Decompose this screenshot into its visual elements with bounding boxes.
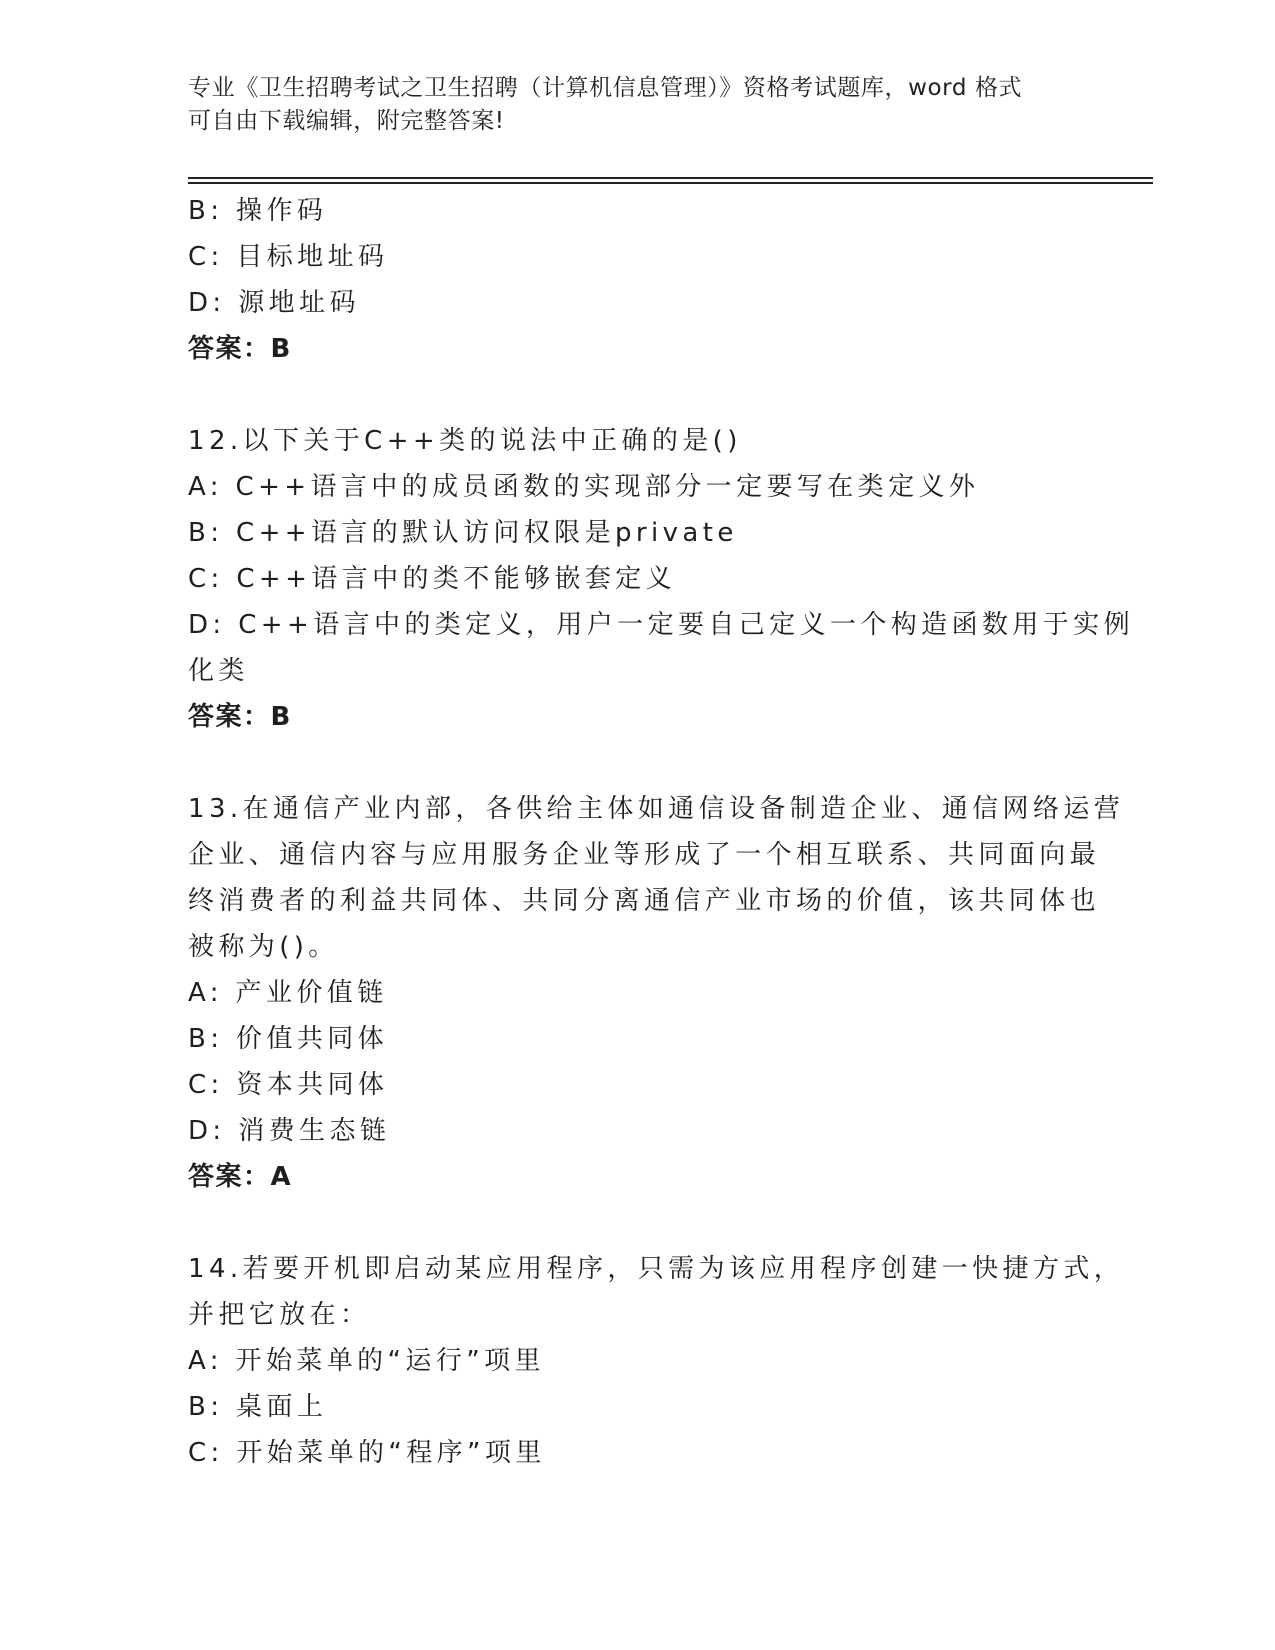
header-rule-top [188, 177, 1153, 179]
question-stem: 12.以下关于C++类的说法中正确的是() [188, 426, 742, 456]
header-line-2: 可自由下载编辑，附完整答案! [188, 108, 505, 134]
question-stem-line: 企业、通信内容与应用服务企业等形成了一个相互联系、共同面向最 [188, 840, 1101, 870]
question-stem-line: 14.若要开机即启动某应用程序，只需为该应用程序创建一快捷方式， [188, 1254, 1125, 1284]
option-c: C: C++语言中的类不能够嵌套定义 [188, 564, 677, 594]
document-header [188, 72, 1088, 138]
option-d: D: 消费生态链 [188, 1116, 391, 1146]
question-12 [188, 418, 1134, 740]
option-b: B: 操作码 [188, 196, 328, 226]
question-13 [188, 786, 1125, 1200]
option-a: A: C++语言中的成员函数的实现部分一定要写在类定义外 [188, 472, 980, 502]
answer: 答案：B [188, 334, 292, 364]
spacer [188, 740, 1088, 786]
question-stem-line: 被称为()。 [188, 932, 339, 962]
option-c: C: 目标地址码 [188, 242, 389, 272]
spacer [188, 1200, 1088, 1246]
header-rule-bottom [188, 182, 1153, 184]
question-stem-line: 并把它放在： [188, 1300, 371, 1330]
option-d: D: 源地址码 [188, 288, 360, 318]
question-stem-line: 13.在通信产业内部，各供给主体如通信设备制造企业、通信网络运营 [188, 794, 1125, 824]
option-d: D: C++语言中的类定义，用户一定要自己定义一个构造函数用于实例 [188, 610, 1134, 640]
question-11 [188, 188, 1088, 372]
option-b: B: 桌面上 [188, 1392, 328, 1422]
option-c: C: 开始菜单的“程序”项里 [188, 1438, 546, 1468]
question-stem-line: 终消费者的利益共同体、共同分离通信产业市场的价值，该共同体也 [188, 886, 1101, 916]
option-b: B: C++语言的默认访问权限是private [188, 518, 738, 548]
answer: 答案：A [188, 1162, 293, 1192]
spacer [188, 372, 1088, 418]
question-14 [188, 1246, 1125, 1476]
option-d-continued: 化类 [188, 656, 249, 686]
option-c: C: 资本共同体 [188, 1070, 389, 1100]
question-list [188, 188, 1134, 1476]
option-a: A: 产业价值链 [188, 978, 388, 1008]
header-line-1: 专业《卫生招聘考试之卫生招聘（计算机信息管理）》资格考试题库，word 格式 [188, 75, 1023, 101]
option-b: B: 价值共同体 [188, 1024, 389, 1054]
answer: 答案：B [188, 702, 292, 732]
option-a: A: 开始菜单的“运行”项里 [188, 1346, 545, 1376]
